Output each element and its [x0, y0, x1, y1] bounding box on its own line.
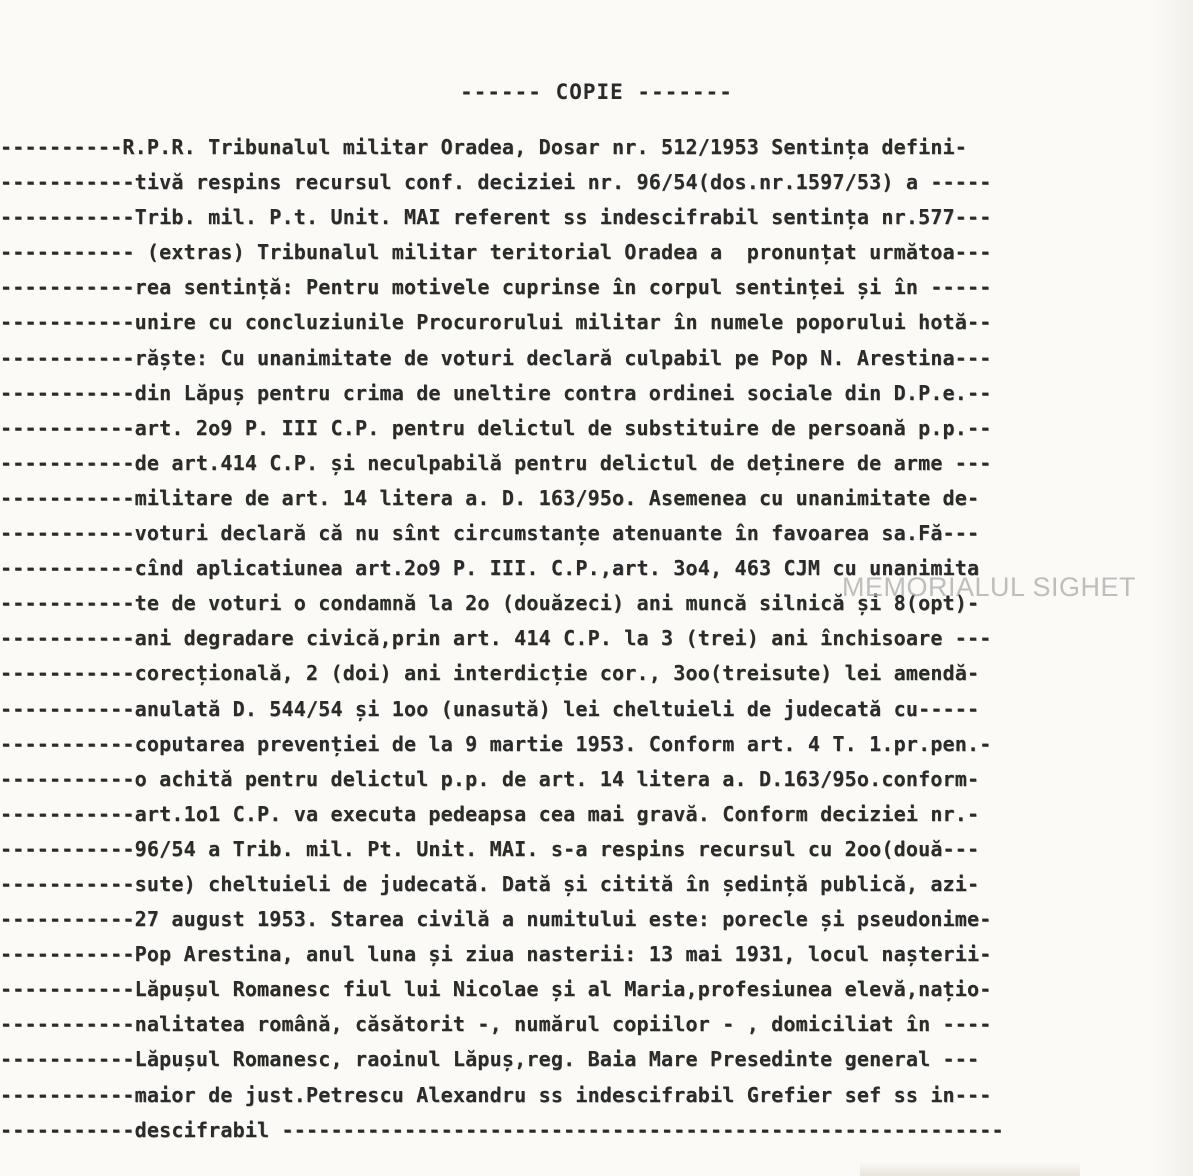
text-line: -----------Lăpușul Romanesc, raoinul Lăpuș,reg. Baia Mare Presedinte general --- — [0, 1047, 980, 1072]
text-line: -----------Pop Arestina, anul luna și ziua nasterii: 13 mai 1931, locul nașterii- — [0, 942, 992, 967]
document-title: ------ COPIE ------- — [460, 80, 733, 104]
text-line: -----------o achită pentru delictul p.p. de art. 14 litera a. D.163/95o.conform- — [0, 766, 980, 791]
text-line: -----------corecțională, 2 (doi) ani interdicție cor., 3oo(treisute) lei amendă- — [0, 661, 980, 686]
text-line: -----------27 august 1953. Starea civilă a numitului este: porecle și pseudonime- — [0, 907, 992, 932]
text-line: -----------nalitatea română, căsătorit -, numărul copiilor - , domiciliat în ---- — [0, 1012, 992, 1037]
text-line: -----------descifrabil ----------------------------------------------------------- — [0, 1117, 1004, 1142]
text-line: -----------unire cu concluziunile Procurorului militar în numele poporului hotă-- — [0, 310, 992, 335]
document-body — [0, 130, 1150, 1148]
text-line: -----------art.1o1 C.P. va executa pedeapsa cea mai gravă. Conform deciziei nr.- — [0, 801, 980, 826]
text-line: -----------art. 2o9 P. III C.P. pentru delictul de substituire de persoană p.p.-- — [0, 415, 992, 440]
text-line: -----------anulată D. 544/54 și 1oo (unasută) lei cheltuieli de judecată cu----- — [0, 696, 980, 721]
text-line: -----------răște: Cu unanimitate de voturi declară culpabil pe Pop N. Arestina--- — [0, 345, 992, 370]
paper-stain — [860, 1162, 1080, 1176]
text-line: -----------ani degradare civică,prin art. 414 C.P. la 3 (trei) ani închisoare --- — [0, 626, 992, 651]
text-line: -----------de art.414 C.P. și neculpabilă pentru delictul de deținere de arme --- — [0, 450, 992, 475]
text-line: -----------din Lăpuș pentru crima de uneltire contra ordinei sociale din D.P.e.-- — [0, 380, 992, 405]
text-line: -----------Lăpușul Romanesc fiul lui Nicolae și al Maria,profesiunea elevă,națio- — [0, 977, 992, 1002]
text-line: -----------tivă respins recursul conf. deciziei nr. 96/54(dos.nr.1597/53) a ----- — [0, 170, 992, 195]
text-line: -----------cînd aplicatiunea art.2o9 P. III. C.P.,art. 3o4, 463 CJM cu unanimita — [0, 556, 980, 581]
text-line: -----------te de voturi o condamnă la 2o (douăzeci) ani muncă silnică și 8(opt)- — [0, 591, 980, 616]
watermark-text: MEMORIALUL SIGHET — [842, 572, 1137, 602]
text-line: -----------sute) cheltuieli de judecată. Dată și citită în ședință publică, azi- — [0, 871, 980, 896]
text-line: ----------R.P.R. Tribunalul militar Oradea, Dosar nr. 512/1953 Sentința defini- — [0, 135, 968, 159]
text-line: -----------militare de art. 14 litera a. D. 163/95o. Asemenea cu unanimitate de- — [0, 485, 980, 510]
text-line: -----------coputarea prevenției de la 9 martie 1953. Conform art. 4 T. 1.pr.pen.- — [0, 731, 992, 756]
text-line: -----------maior de just.Petrescu Alexandru ss indescifrabil Grefier sef ss in--- — [0, 1082, 992, 1107]
text-line: -----------rea sentință: Pentru motivele cuprinse în corpul sentinței și în ----- — [0, 275, 992, 300]
text-line: -----------Trib. mil. P.t. Unit. MAI referent ss indescifrabil sentința nr.577--- — [0, 205, 992, 230]
page-edge-shadow — [1153, 0, 1193, 1176]
text-line: -----------96/54 a Trib. mil. Pt. Unit. MAI. s-a respins recursul cu 2oo(două--- — [0, 836, 980, 861]
text-line: ----------- (extras) Tribunalul militar teritorial Oradea a pronunțat următoa--- — [0, 240, 992, 265]
text-line: -----------voturi declară că nu sînt circumstanțe atenuante în favoarea sa.Fă--- — [0, 521, 980, 546]
